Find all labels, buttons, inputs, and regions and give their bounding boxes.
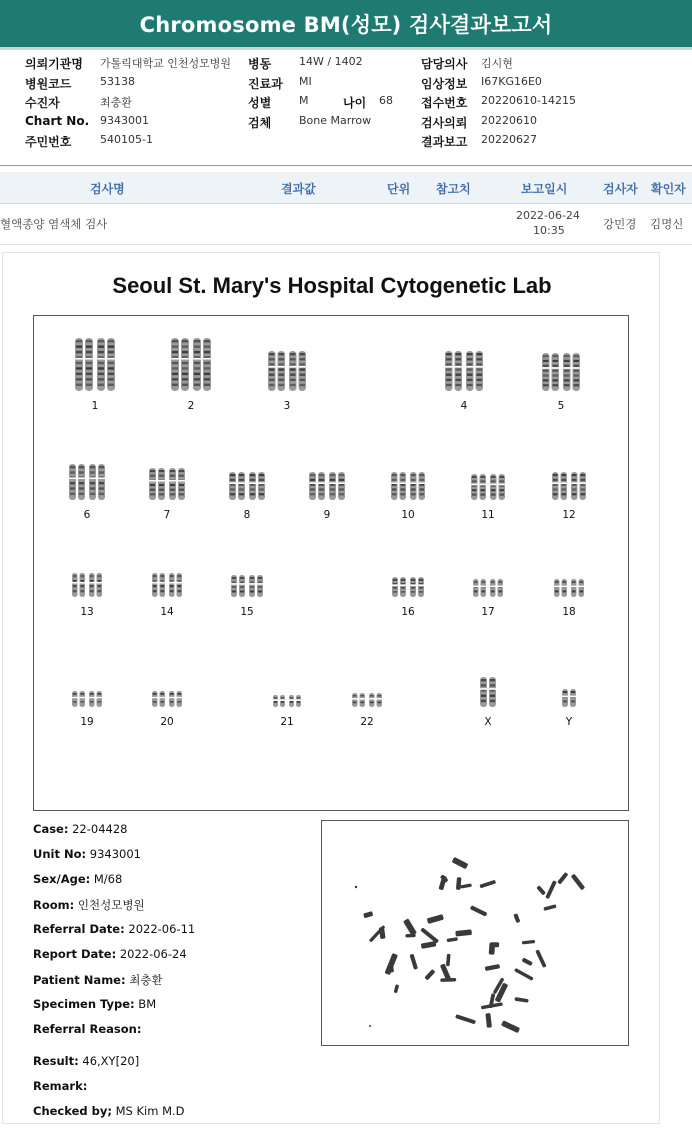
chromosome-label: 14 xyxy=(160,606,174,618)
report-field-label: Remark: xyxy=(33,1079,88,1093)
chromosome-8 xyxy=(229,471,265,501)
chromosome-label: 12 xyxy=(562,509,576,521)
chromosome-label: X xyxy=(484,716,492,728)
column-header: 검사명 xyxy=(90,182,125,196)
report-field-label: Case: xyxy=(33,822,69,836)
info-label: 진료과 xyxy=(248,77,283,91)
chromosome-label: 19 xyxy=(80,716,94,728)
info-row xyxy=(0,133,692,152)
info-row xyxy=(0,94,692,113)
info-label: 의뢰기관명 xyxy=(25,57,83,71)
karyogram xyxy=(33,315,629,811)
lab-title: Seoul St. Mary's Hospital Cytogenetic Lab xyxy=(112,273,552,298)
chromosome-21 xyxy=(273,694,301,708)
chromosome-17 xyxy=(473,578,503,598)
tester-name: 강민경 xyxy=(603,217,637,231)
chromosome-label: 3 xyxy=(283,400,291,412)
chromosome-label: 9 xyxy=(323,509,331,521)
chromosome-15 xyxy=(231,574,263,598)
report-date: 2022-06-24 xyxy=(516,209,580,222)
chromosome-22 xyxy=(352,692,382,708)
info-label: 검체 xyxy=(248,116,272,130)
report-field xyxy=(33,897,145,913)
results-table-header xyxy=(0,172,692,204)
chromosome-13 xyxy=(72,572,102,598)
info-value: Bone Marrow xyxy=(299,114,372,127)
chromosome-10 xyxy=(391,471,425,501)
info-value: 14W / 1402 xyxy=(299,55,363,68)
chromosome-18 xyxy=(554,578,584,598)
chromosome-label: 11 xyxy=(481,509,495,521)
info-label: Chart No. xyxy=(25,114,90,128)
test-name: 혈액종양 염색체 검사 xyxy=(0,217,108,231)
report-field-label: Specimen Type: xyxy=(33,997,135,1011)
column-header: 검사자 xyxy=(603,182,638,196)
confirmer-name: 김명신 xyxy=(650,217,684,231)
report-field xyxy=(33,872,122,886)
chromosome-label: 10 xyxy=(401,509,415,521)
info-value: MI xyxy=(299,75,312,88)
chromosome-label: 2 xyxy=(187,400,195,412)
report-field-label: Sex/Age: xyxy=(33,872,91,886)
chromosome-6 xyxy=(69,463,105,501)
chromosome-label: 5 xyxy=(557,400,565,412)
chromosome-label: 6 xyxy=(83,509,91,521)
chromosome-19 xyxy=(72,690,102,708)
report-field xyxy=(33,822,127,836)
report-title-bar xyxy=(0,0,692,47)
info-value: I67KG16E0 xyxy=(481,75,542,88)
report-field xyxy=(33,972,163,988)
report-field-value: M/68 xyxy=(90,872,123,886)
chromosome-12 xyxy=(552,471,586,501)
chromosome-7 xyxy=(149,467,185,501)
chromosome-label: 21 xyxy=(280,716,294,728)
info-value: 가톨릭대학교 인천성모병원 xyxy=(100,57,232,70)
report-field-value: 22-04428 xyxy=(68,822,128,836)
info-label: 나이 xyxy=(343,96,367,110)
info-value: 20220610-14215 xyxy=(481,94,576,107)
chromosome-16 xyxy=(392,576,424,598)
info-row xyxy=(0,75,692,94)
report-field-label: Unit No: xyxy=(33,847,87,861)
column-header: 확인자 xyxy=(651,182,686,196)
metaphase-image xyxy=(322,821,628,1045)
report-field-value: 9343001 xyxy=(86,847,141,861)
info-value: 9343001 xyxy=(100,114,149,127)
info-value: 김시현 xyxy=(481,57,513,70)
info-label: 성별 xyxy=(248,96,272,110)
chromosome-label: 8 xyxy=(243,509,251,521)
report-field xyxy=(33,1054,139,1068)
report-field-value: 2022-06-24 xyxy=(116,947,187,961)
info-label: 수진자 xyxy=(25,96,60,110)
table-row[interactable] xyxy=(0,205,692,245)
chromosome-label: Y xyxy=(565,716,573,728)
chromosome-label: 16 xyxy=(401,606,415,618)
report-field xyxy=(33,1022,141,1036)
info-label: 주민번호 xyxy=(25,135,72,149)
info-label: 임상정보 xyxy=(421,77,468,91)
report-field xyxy=(33,1104,185,1118)
chromosome-label: 20 xyxy=(160,716,174,728)
chromosome-20 xyxy=(152,690,182,708)
report-field-value: 최충환 xyxy=(125,973,163,987)
chromosome-2 xyxy=(171,337,211,392)
report-field-value: 인천성모병원 xyxy=(74,898,145,912)
report-field-label: Checked by; xyxy=(33,1104,112,1118)
chromosome-14 xyxy=(152,572,182,598)
info-value: 최충환 xyxy=(100,96,132,109)
report-field-label: Result: xyxy=(33,1054,79,1068)
report-field xyxy=(33,1079,87,1093)
chromosome-4 xyxy=(445,350,483,392)
report-field xyxy=(33,997,156,1011)
chromosome-label: 17 xyxy=(481,606,495,618)
chromosome-3 xyxy=(268,350,306,392)
chromosome-label: 13 xyxy=(80,606,94,618)
karyotype-report xyxy=(2,252,660,1124)
report-field xyxy=(33,947,187,961)
column-header: 결과값 xyxy=(281,182,316,196)
chromosome-label: 1 xyxy=(91,400,99,412)
metaphase-spread xyxy=(321,820,629,1046)
chromosome-Y xyxy=(562,688,576,708)
chromosome-label: 18 xyxy=(562,606,576,618)
report-field-label: Report Date: xyxy=(33,947,117,961)
chromosome-X xyxy=(480,676,496,708)
report-field-value: 46,XY[20] xyxy=(78,1054,140,1068)
column-header: 단위 xyxy=(387,182,411,196)
info-value: 20220627 xyxy=(481,133,537,146)
chromosome-label: 4 xyxy=(460,400,468,412)
chromosome-5 xyxy=(542,352,580,392)
chromosome-11 xyxy=(471,473,505,501)
report-field xyxy=(33,922,195,936)
info-label: 병원코드 xyxy=(25,77,72,91)
report-field-value: BM xyxy=(134,997,157,1011)
report-field-value: MS Kim M.D xyxy=(111,1104,185,1118)
info-label: 결과보고 xyxy=(421,135,468,149)
report-field xyxy=(33,847,141,861)
info-row xyxy=(0,55,692,74)
chromosome-label: 7 xyxy=(163,509,171,521)
report-field-value: 2022-06-11 xyxy=(124,922,196,936)
info-row xyxy=(0,114,692,133)
chromosome-9 xyxy=(309,471,345,501)
info-value: 20220610 xyxy=(481,114,537,127)
column-header: 보고일시 xyxy=(521,182,568,196)
page-title: Chromosome BM(성모) 검사결과보고서 xyxy=(139,12,553,37)
report-field-label: Patient Name: xyxy=(33,973,126,987)
info-label: 접수번호 xyxy=(421,96,468,110)
chromosome-label: 15 xyxy=(240,606,254,618)
patient-info xyxy=(0,50,692,166)
info-value: M xyxy=(299,94,309,107)
report-field-label: Room: xyxy=(33,898,75,912)
info-label: 병동 xyxy=(248,57,272,71)
info-value: 53138 xyxy=(100,75,135,88)
info-label: 검사의뢰 xyxy=(421,116,468,130)
info-value: 540105-1 xyxy=(100,133,153,146)
chromosome-label: 22 xyxy=(360,716,374,728)
report-field-label: Referral Reason: xyxy=(33,1022,142,1036)
report-time: 10:35 xyxy=(533,224,565,237)
divider xyxy=(0,165,692,166)
column-header: 참고치 xyxy=(436,182,471,196)
chromosome-1 xyxy=(75,337,115,392)
info-label: 담당의사 xyxy=(421,57,468,71)
report-field-label: Referral Date: xyxy=(33,922,125,936)
info-value: 68 xyxy=(379,94,393,107)
